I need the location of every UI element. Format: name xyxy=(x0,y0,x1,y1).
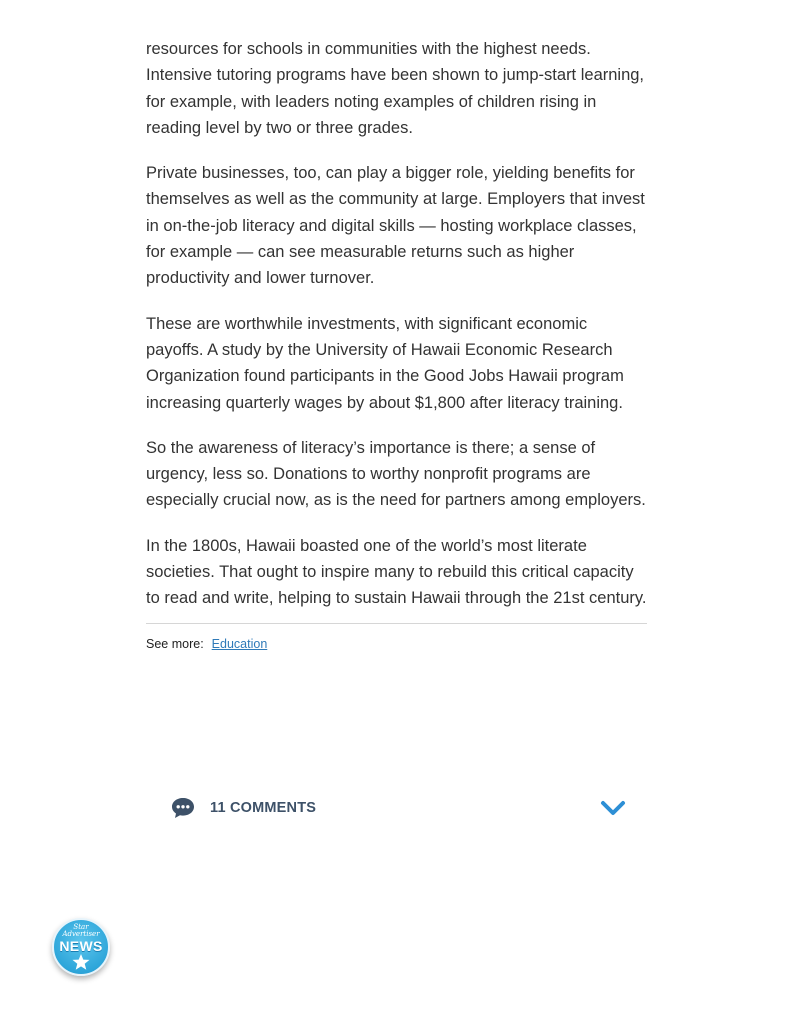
article-paragraph: These are worthwhile investments, with significant economic payoffs. A study by the University of Hawaii Economic Research Organization found participants in the Good Jobs Hawaii program increasing quarterly wages by about $1,800 after literacy training. xyxy=(146,314,624,412)
news-badge-logo: Star Advertiser xyxy=(62,923,100,938)
comments-count-label: 11 COMMENTS xyxy=(210,800,317,816)
article-paragraph: Private businesses, too, can play a bigger role, yielding benefits for themselves as well as the community at large. Employers that invest in on-the-job literacy and digital skills — hosting workplace classes, for example — can see measurable returns such as higher productivity and lower turnover. xyxy=(146,164,645,288)
news-badge-button[interactable] xyxy=(52,918,110,976)
divider xyxy=(146,623,647,624)
article-paragraph: So the awareness of literacy’s importance is there; a sense of urgency, less so. Donations to worthy nonprofit programs are especially crucial now, as is the need for partners among employers. xyxy=(146,438,646,510)
tag-link-education[interactable]: Education xyxy=(211,636,268,651)
see-more-label: See more: xyxy=(146,636,204,651)
comment-bubble-icon xyxy=(170,795,196,821)
see-more xyxy=(146,637,648,651)
chevron-down-icon[interactable] xyxy=(600,798,626,818)
article-paragraph: resources for schools in communities with the highest needs. Intensive tutoring programs have been shown to jump-start learning, for example, with leaders noting examples of children rising in reading level by two or three grades. xyxy=(146,40,645,137)
star-icon xyxy=(71,953,91,971)
article-body xyxy=(146,36,648,651)
comments-toggle[interactable] xyxy=(170,792,626,824)
news-badge-label: NEWS xyxy=(59,938,103,954)
article-paragraph: In the 1800s, Hawaii boasted one of the world’s most literate societies. That ought to inspire many to rebuild this critical capacity to read and write, helping to sustain Hawaii through the 21st century. xyxy=(146,536,647,608)
